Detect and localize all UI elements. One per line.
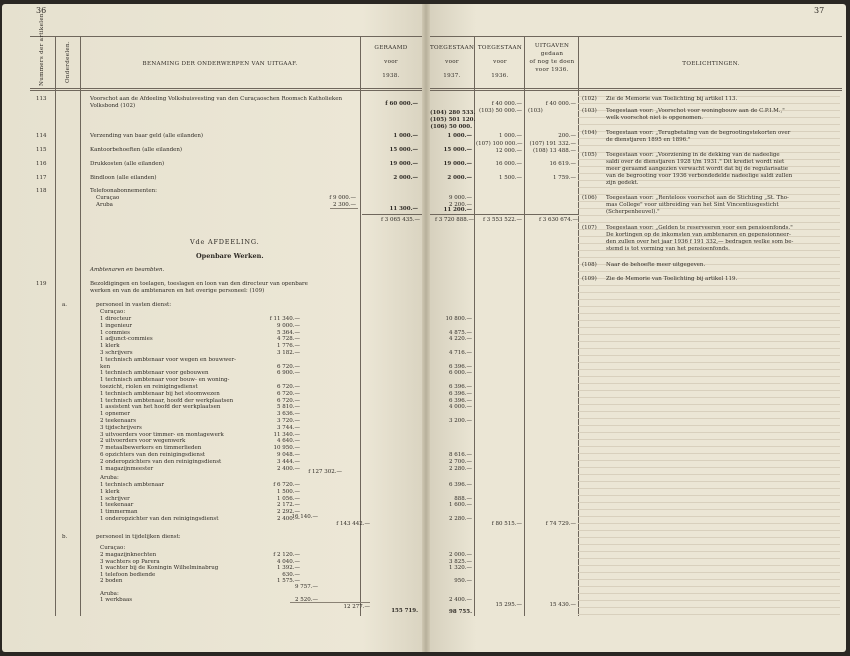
note-text: meer geraamd aangezien verwacht wordt dat bij de regularisatie (606, 166, 789, 172)
ruling-line (578, 614, 840, 615)
ruling-line (578, 460, 840, 461)
staff-amount-1937: 4 000.— (449, 404, 472, 411)
note-ref: (103) (582, 108, 597, 114)
header-nummers: Nummers der artikelen. (39, 11, 45, 86)
ruling-line (578, 285, 840, 286)
part-a-1936: f 80 515.— (491, 521, 522, 527)
amount-uitgaven: f 40 000.— (545, 101, 576, 107)
article-number: 116 (36, 161, 47, 167)
article-number: 114 (36, 133, 47, 139)
note-text: van de begrooting voor 1936 verbondedelde nadeelige saldi zullen (606, 173, 793, 179)
staff-position: 1 technisch ambtenaar, hoofd der werkplaatsen (100, 397, 234, 404)
header-toegestaan-1937: TOEGESTAAN voor 1937. (430, 45, 475, 79)
staff-amount-1937: 10 800.— (445, 316, 472, 322)
note-ref: (108) (582, 262, 597, 268)
total-geraamd: f 3 065 435.— (380, 217, 420, 223)
staff-amount-1937: 6 396.— (449, 397, 472, 404)
staff-amount: 630.— (282, 571, 300, 578)
amount-1936: 12 000.— (495, 148, 522, 154)
staff-amount: 1 392.— (277, 565, 300, 572)
note-text: Naar de behoefte meer uitgegeven. (606, 262, 706, 268)
note-text: De kortingen op de inkomsten van ambtenaren en gepensionneer- (606, 232, 791, 238)
staff-amount: f 6 720.— (273, 482, 300, 488)
staff-amount-1937: 8 616.— (449, 452, 472, 458)
amount-uitgaven: (103) (528, 108, 543, 114)
note-text: Zie de Memorie van Toelichting bij artikel 113. (606, 96, 738, 102)
ruling-line (578, 313, 840, 314)
article-description: Voorschot aan de Afdeeling Volkshuisvesting van den Curaçaoschen Roomsch Katholieken (90, 96, 342, 102)
staff-position: ken (100, 363, 111, 370)
ruling-line (578, 523, 840, 524)
header-toegestaan-1936: TOEGESTAAN voor 1936. (477, 45, 523, 79)
col-line (55, 36, 56, 616)
col-line (578, 36, 579, 616)
amount-geraamd: f 60 000.— (385, 101, 418, 107)
staff-position: 2 teekenaars (100, 418, 137, 424)
total-part-b: 12 277.— (343, 604, 370, 610)
article-description: Volksbond (102) (90, 103, 136, 109)
ruling-line (578, 404, 840, 405)
page-number-left: 36 (36, 6, 47, 15)
staff-position: 1 werkbaas (100, 597, 133, 603)
amount-1936: (103) 50 000.— (478, 108, 522, 114)
staff-amount-1937: 6 396.— (449, 482, 472, 488)
staff-amount: 3 182.— (277, 350, 300, 356)
note-text: Zie de Memorie van Toelichting bij artikel 119. (606, 276, 738, 282)
ruling-line (578, 376, 840, 377)
staff-amount: 2 292.— (277, 509, 300, 516)
header-geraamd: GERAAMD voor 1938. (374, 45, 408, 79)
note-text: saldi over de dienstjaren 1928 t/m 1931." Dit krediet wordt niet (606, 159, 785, 165)
staff-amount-1937: 1 320.— (449, 565, 472, 572)
sub-amount: f 9 000.— (329, 195, 356, 201)
ruling-line (578, 257, 840, 258)
ruling-line (578, 516, 840, 517)
amount-uitgaven: 1 759.— (553, 175, 576, 181)
section-group: Ambtenaren en beambten. (90, 267, 165, 273)
staff-amount: 6 720.— (277, 390, 300, 397)
staff-amount-1937: 6 396.— (449, 363, 472, 370)
ruling-line (578, 544, 840, 545)
staff-position: 1 magazijnmeester (100, 465, 154, 472)
ruling-line (578, 383, 840, 384)
island-label: Aruba: (100, 591, 119, 597)
part-title: personeel in tijdelijken dienst: (96, 534, 181, 540)
ruling-line (578, 502, 840, 503)
amount-1936: 16 000.— (495, 161, 522, 167)
staff-position: 1 commies (100, 329, 130, 336)
staff-amount: 4 040.— (277, 558, 300, 565)
staff-position: 1 wachter bij de Koningin Wilhelminabrug (100, 565, 219, 572)
staff-position: 1 ingenieur (100, 322, 133, 329)
ruling-line (578, 425, 840, 426)
ruling-line (578, 390, 840, 391)
amount-1937: 9 000.— (449, 195, 472, 201)
ruling-line (578, 306, 840, 307)
article-description: Telefoonabonnementen: (90, 188, 158, 194)
grand-total-1937: 98 755. (449, 609, 472, 615)
staff-amount-1937: 2 280.— (449, 516, 472, 522)
staff-position: 2 magazijnknechten (100, 552, 157, 558)
total-rule (430, 214, 578, 215)
ruling-line (578, 145, 840, 146)
staff-amount-1937: 4 875.— (449, 329, 472, 336)
header-benaming: BENAMING DER ONDERWERPEN VAN UITGAAF. (142, 61, 298, 67)
article-description: Bezoldigingen en toelagen, toeslagen en loon van den directeur van openbare (90, 281, 308, 287)
ruling-line (578, 572, 840, 573)
staff-amount-1937: 2 400.— (449, 597, 472, 603)
article-number: 118 (36, 188, 47, 194)
staff-amount-1937: 1 600.— (449, 502, 472, 509)
staff-amount-1937: 2 280.— (449, 465, 472, 472)
amount-1937: (104) 280 533. (430, 110, 476, 116)
staff-amount-1937: 6 396.— (449, 384, 472, 390)
ruling-line (578, 558, 840, 559)
staff-position: 1 technisch ambtenaar voor wegen en bouwwer- (100, 356, 237, 363)
ruling-line (578, 397, 840, 398)
staff-position: toezicht, riolen en reinigingsdienst (100, 384, 198, 390)
ruling-line (578, 537, 840, 538)
staff-amount-1937: 3 825.— (449, 558, 472, 565)
ruling-line (578, 187, 840, 188)
note-text: Toegestaan voor: „Renteloos voorschot aan de Stichting „St. Tho- (606, 195, 789, 201)
ruling-line (578, 348, 840, 349)
part-letter: b. (62, 534, 68, 540)
part-b-uitgaven: 15 430.— (549, 602, 576, 608)
ruling-line (578, 334, 840, 335)
part-title: personeel in vasten dienst: (96, 302, 172, 308)
header-bottom-rule-right (430, 88, 842, 91)
amount-geraamd: 19 000.— (389, 161, 418, 167)
sum-rule (330, 208, 358, 209)
staff-position: 3 tijdschrijvers (100, 424, 142, 431)
note-text: stemd is tot vorming van het pensioenfonds. (606, 246, 730, 252)
staff-amount: 2 400.— (277, 516, 300, 522)
staff-position: 1 timmerman (100, 509, 138, 516)
ruling-line (578, 593, 840, 594)
total-1936: f 3 553 522.— (482, 217, 522, 223)
staff-amount: 11 340.— (273, 431, 300, 438)
col-line (524, 36, 525, 616)
amount-1936: f 40 000.— (491, 101, 522, 107)
ruling-line (578, 607, 840, 608)
amount-geraamd: 15 000.— (389, 147, 418, 153)
island-label: Curaçao: (100, 545, 126, 551)
subtotal-curacao: 9 757.— (295, 584, 318, 590)
note-text: (Scherpenheuvel)." (606, 209, 660, 215)
staff-position: 3 uitvoerders voor timmer- en montagewerk (100, 431, 224, 438)
ruling-line (578, 488, 840, 489)
ruling-line (578, 509, 840, 510)
staff-position: 3 wachters op Parera (100, 558, 160, 565)
ruling-line (578, 292, 840, 293)
ruling-line (578, 481, 840, 482)
amount-1936: (107) 100 000.— (476, 141, 523, 147)
staff-amount: 9 000.— (277, 322, 300, 329)
col-line (80, 36, 81, 616)
amount-1937: 2 200.— (449, 202, 472, 208)
note-text: mas College" voor uitbreiding van het Sint Vincentiusgesticht (606, 202, 779, 208)
staff-amount: 9 048.— (277, 452, 300, 458)
ruling-line (578, 103, 840, 104)
staff-amount-1937: 4 716.— (449, 350, 472, 356)
ruling-line (578, 551, 840, 552)
staff-position: 1 schrijver (100, 495, 130, 502)
staff-amount: 2 400.— (277, 465, 300, 472)
staff-amount: 6 720.— (277, 384, 300, 390)
staff-position: 2 boden (100, 578, 123, 585)
note-text: Toegestaan voor: „Terugbetaling van de begrootingstekorten over (606, 130, 791, 136)
ruling-line (578, 446, 840, 447)
ruling-line (578, 453, 840, 454)
section-title: Vde AFDEELING. (190, 238, 260, 246)
note-text: Toegestaan voor: „Gelden te reserveeren voor een pensioenfonds." (606, 225, 793, 231)
note-ref: (107) (582, 225, 597, 231)
ruling-line (578, 341, 840, 342)
header-top-rule-right (430, 36, 842, 37)
staff-position: 1 directeur (100, 316, 132, 322)
staff-position: 1 klerk (100, 488, 120, 495)
staff-position: 1 technisch ambtenaar voor gebouwen (100, 370, 209, 377)
staff-amount: 3 720.— (277, 418, 300, 424)
staff-amount: 6 900.— (277, 370, 300, 377)
book-gutter (422, 4, 430, 652)
amount-1937: 1 000.— (447, 133, 472, 139)
part-b-1936: 15 295.— (495, 602, 522, 608)
note-text: Toegestaan voor: „Voorziening in de dekking van de nadeelige (606, 152, 780, 158)
island-label: Curaçao: (100, 309, 126, 315)
staff-position: 1 onderopzichter van den reinigingsdienst (100, 516, 219, 522)
staff-amount: 1 776.— (277, 343, 300, 350)
article-number: 113 (36, 96, 47, 102)
col-line (360, 36, 361, 616)
ruling-line (578, 467, 840, 468)
ruling-line (578, 530, 840, 531)
ruling-line (578, 369, 840, 370)
staff-amount-1937: 2 700.— (449, 458, 472, 465)
amount-uitgaven: 16 619.— (549, 161, 576, 167)
article-description: Verzending van baar geld (alle eilanden) (90, 133, 204, 139)
page-number-right: 37 (814, 6, 825, 15)
header-onderdeelen: Onderdeelen. (65, 40, 71, 84)
staff-amount: 3 444.— (277, 458, 300, 465)
ruling-line (578, 327, 840, 328)
ruling-line (578, 586, 840, 587)
section-subtitle: Openbare Werken. (196, 252, 264, 260)
total-uitgaven: f 3 630 674.— (538, 217, 578, 223)
article-description: Bindloon (alle eilanden) (90, 175, 157, 181)
island-label: Aruba: (100, 475, 119, 481)
staff-amount: 6 720.— (277, 397, 300, 404)
ruling-line (578, 474, 840, 475)
staff-position: 1 teekenaar (100, 502, 134, 509)
note-ref: (106) (582, 195, 597, 201)
ruling-line (578, 124, 840, 125)
ruling-line (578, 565, 840, 566)
note-ref: (105) (582, 152, 597, 158)
article-description: werken en van de ambtenaren en het overige personeel: (109) (90, 288, 265, 294)
note-ref: (104) (582, 130, 597, 136)
staff-position: 7 metaalbewerkers en timmerlieden (100, 445, 202, 452)
staff-amount: 6 720.— (277, 363, 300, 370)
amount-geraamd: 11 300.— (389, 206, 418, 212)
ruling-line (578, 579, 840, 580)
article-description: Curaçao (96, 195, 120, 201)
staff-amount-1937: 3 200.— (449, 418, 472, 424)
header-uitgaven: UITGAVEN gedaan of nog te doen voor 1936. (529, 43, 575, 73)
staff-position: 1 technisch ambtenaar bij het stoomwezen (100, 390, 220, 397)
amount-1937: 19 000.— (443, 161, 472, 167)
note-ref: (109) (582, 276, 597, 282)
staff-position: 1 technisch ambtenaar voor bouw- en woning- (100, 377, 230, 384)
ruling-line (578, 299, 840, 300)
staff-amount: 10 950.— (273, 445, 300, 452)
staff-amount: 1 500.— (277, 488, 300, 495)
ruling-line (578, 355, 840, 356)
sub-amount: 2 300.— (333, 202, 356, 208)
staff-position: 6 opzichters van den reinigingsdienst (100, 452, 205, 458)
part-letter: a. (62, 302, 68, 308)
subtotal-aruba: 16 140.— (291, 514, 318, 520)
amount-uitgaven: 200.— (558, 133, 576, 139)
amount-geraamd: 1 000.— (393, 133, 418, 139)
part-a-uitgaven: f 74 729.— (545, 521, 576, 527)
staff-amount-1937: 6 396.— (449, 390, 472, 397)
staff-amount: 2 520.— (295, 597, 318, 603)
amount-geraamd: 2 000.— (393, 175, 418, 181)
amount-1936: 1 500.— (499, 175, 522, 181)
staff-amount-1937: 2 000.— (449, 552, 472, 558)
note-text: zijn gedekt. (606, 180, 639, 186)
amount-1937: 11 200.— (443, 207, 472, 213)
staff-position: 1 adjunct-commies (100, 336, 153, 343)
ruling-line (578, 495, 840, 496)
staff-position: 1 technisch ambtenaar (100, 482, 165, 488)
amount-1937: (105) 501 120. (430, 117, 476, 123)
amount-uitgaven: (108) 13 488.— (532, 148, 576, 154)
staff-amount: 3 744.— (277, 424, 300, 431)
staff-amount: 5 810.— (277, 404, 300, 411)
staff-amount: f 11 340.— (269, 316, 300, 322)
subtotal-curacao: f 127 302.— (308, 469, 342, 475)
article-description: Kantoorbehoeften (alle eilanden) (90, 147, 183, 153)
article-number: 117 (36, 175, 47, 181)
amount-1937: 2 000.— (447, 175, 472, 181)
amount-uitgaven: (107) 191 332.— (529, 141, 576, 147)
note-text: Toegestaan voor: „Voorschot voor woningbouw aan de C.P.I.M.," (606, 108, 785, 114)
note-text: welk voorschot niet is opgenomen. (606, 115, 703, 121)
amount-1937: 15 000.— (443, 147, 472, 153)
staff-amount: 4 728.— (277, 336, 300, 343)
staff-amount: 1 056.— (277, 495, 300, 502)
staff-amount: 5 364.— (277, 329, 300, 336)
staff-position: 1 klerk (100, 343, 120, 350)
header-toelichtingen: TOELICHTINGEN. (682, 61, 740, 67)
staff-amount: 1 575.— (277, 578, 300, 585)
staff-position: 1 opnemer (100, 411, 130, 418)
staff-position: 3 schrijvers (100, 350, 133, 356)
staff-position: 2 uitvoerders voor wegenwerk (100, 438, 186, 445)
staff-amount-1937: 888.— (454, 495, 472, 502)
article-number: 119 (36, 281, 47, 287)
header-bottom-rule (30, 88, 422, 91)
staff-amount: 2 172.— (277, 502, 300, 509)
total-rule (362, 214, 422, 215)
staff-amount-1937: 950.— (454, 578, 472, 585)
ruling-line (578, 320, 840, 321)
header-top-rule (30, 36, 422, 37)
ruling-line (578, 271, 840, 272)
grand-total-geraamd: 155 719. (391, 608, 418, 614)
ruling-line (578, 600, 840, 601)
staff-amount-1937: 4 220.— (449, 336, 472, 343)
staff-position: 2 onderopzichters van den reinigingsdienst (100, 458, 222, 465)
ruling-line (578, 222, 840, 223)
staff-amount: 3 636.— (277, 411, 300, 418)
staff-amount-1937: 6 000.— (449, 370, 472, 377)
article-description: Drukkosten (alle eilanden) (90, 161, 165, 167)
ruling-line (578, 418, 840, 419)
staff-amount: 4 640.— (277, 438, 300, 445)
note-text: den zullen over het jaar 1936 f 191 332,— bedragen welke som be- (606, 239, 794, 245)
staff-position: 1 telefoon bediende (100, 571, 156, 578)
ruling-line (578, 439, 840, 440)
amount-1936: 1 000.— (499, 133, 522, 139)
col-line (474, 36, 475, 616)
amount-1937: (106) 50 000. (430, 124, 472, 130)
staff-position: 1 assistent van het hoofd der werkplaatsen (100, 404, 221, 411)
total-part-a: f 143 442.— (336, 521, 370, 527)
ruling-line (578, 411, 840, 412)
total-1937: f 3 720 888.— (434, 217, 474, 223)
article-number: 115 (36, 147, 47, 153)
ruling-line (578, 362, 840, 363)
staff-amount: f 2 120.— (273, 552, 300, 558)
article-description: Aruba (96, 202, 113, 208)
ruling-line (578, 432, 840, 433)
note-text: de dienstjaren 1895 en 1896." (606, 137, 691, 143)
note-ref: (102) (582, 96, 597, 102)
sum-rule (290, 602, 370, 603)
